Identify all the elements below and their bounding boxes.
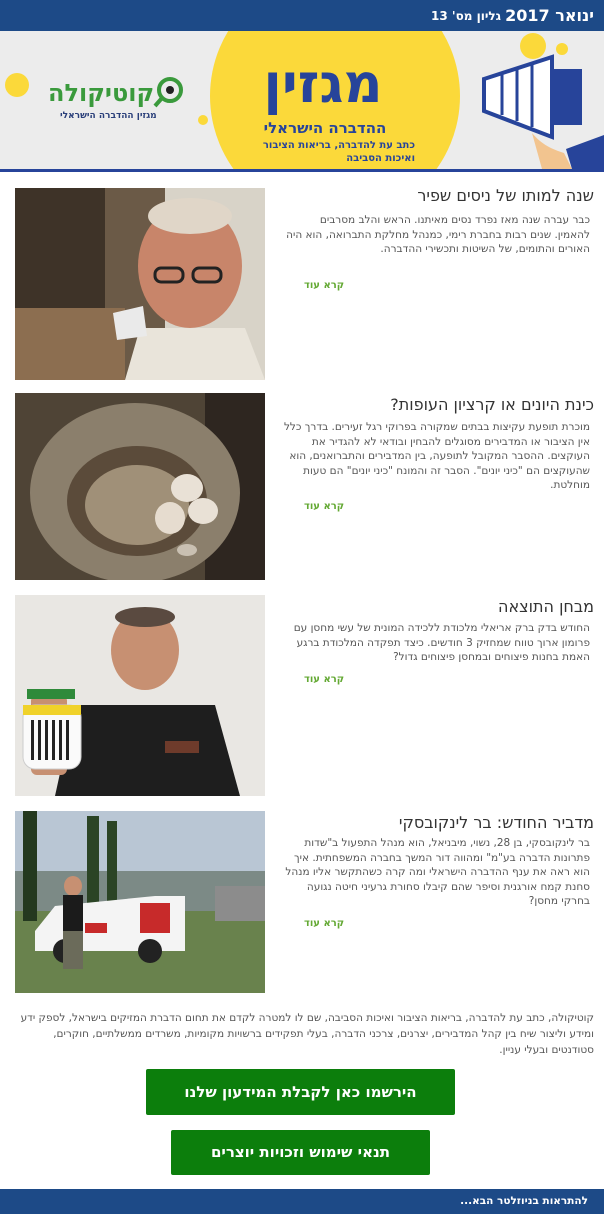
bottom-bar — [0, 1189, 604, 1214]
article-card — [0, 811, 604, 996]
subscribe-button[interactable]: הירשמו כאן לקבלת המידעון שלנו — [146, 1069, 455, 1115]
megaphone-icon — [472, 49, 604, 169]
bottom-bar-text: להתראות בניוזלטר הבא... — [460, 1195, 588, 1207]
magnifier-icon — [152, 75, 186, 109]
article-summary: החודש בדק ברק אריאלי מלכודת ללכידה המונית של עשי מחסן עם פרומון ארוך טווח שמחזיק 3 חודשים. כיצד תפקדה המלכודת ברגע האמת בחנות פיצוחים ובמחסן פיצוחים גדול? — [293, 622, 590, 663]
banner-divider — [0, 169, 604, 172]
decor-dot — [198, 115, 208, 125]
article-title[interactable]: כינת היונים או קרציון העופות? — [390, 395, 594, 414]
man-van-photo — [15, 811, 265, 993]
read-more-link[interactable]: קרא עוד — [304, 674, 345, 685]
logo-subtitle: מגזין ההדברה הישראלי — [60, 111, 157, 121]
man-trap-photo — [15, 595, 265, 796]
article-card — [0, 186, 604, 381]
article-title[interactable]: שנה למותו של ניסים שפיר — [417, 186, 594, 205]
article-summary: מוכרת תופעת עקיצות בבתים שמקורה בפרוקי רגל זעירים. בדרך כלל אין הציבור או המדבירים מסוגלים להבחין ובודאי לא להגדיר את העוקצים. ההסבר המקובל לתופעה, בין המדבירים והתברואנים, הוא שהעוקצים הם "כיני יונים". הסבר זה והמונח "כיני יונים" הם טעות מוחלטת. — [283, 421, 590, 491]
tagline-line-2: ואיכות הסביבה — [346, 153, 415, 164]
article-card — [0, 393, 604, 583]
magazine-title: מגזין — [263, 52, 383, 115]
nest-photo — [15, 393, 265, 580]
read-more-link[interactable]: קרא עוד — [304, 501, 345, 512]
top-bar — [0, 0, 604, 31]
article-photo[interactable] — [15, 188, 265, 380]
magazine-subtitle: ההדברה הישראלי — [263, 119, 387, 137]
magazine-tagline — [255, 139, 415, 165]
decor-dot — [5, 73, 29, 97]
tagline-line-1: כתב עת להדברה, בריאות הציבור — [262, 140, 415, 151]
issue-number: גליון מס' 13 — [431, 9, 501, 23]
article-card — [0, 595, 604, 797]
about-text: קוטיקולה, כתב עת להדברה, בריאות הציבור ואיכות הסביבה, שם לו למטרה לקדם את תחום הדברת המזיקים בישראל, לספק ידע ומידע וליצור שיח בין קהל המדבירים, יצרנים, צרכני הדברה, בעלי תפקידים ברשויות מקומיות, משרדים ממשלתיים, חוקרים, סטודנטים ובעלי עניין. — [20, 1012, 594, 1056]
issue-date: ינואר 2017 — [505, 6, 594, 25]
article-photo[interactable] — [15, 811, 265, 993]
portrait-photo — [15, 188, 265, 380]
terms-button[interactable]: תנאי שימוש וזכויות יוצרים — [171, 1130, 430, 1175]
article-title[interactable]: מדביר החודש: בר לינקובסקי — [398, 813, 594, 832]
article-summary: כבר עברה שנה מאז נפרד נסים מאיתנו. הראש והלב מסרבים להאמין. שנים רבות בחברת רימי, כמנהל מחלקת התברואה, הוא היה האורים והתומים, של השיטות ותכשירי ההדברה. — [286, 214, 590, 255]
article-title[interactable]: מבחן התוצאה — [498, 597, 594, 616]
article-summary: בר לינקובסקי, בן 28, נשוי, מיבניאל, הוא מנהל התפעול ב"שדות פתרונות הדברה בע"מ" ומהווה דור המשך בחברה המשפחתית. איך הוא ראה את ענף ההדברה הישראלי ומה קרה כשהתקשר אליו מנהל סחנת קמח אורגנית וסיפר שהם קיבלו סחורת גרעיני חיטה נגועה בחרקי מחסן? — [285, 837, 590, 907]
read-more-link[interactable]: קרא עוד — [304, 918, 345, 929]
kutikula-logo[interactable] — [48, 79, 193, 123]
magazine-banner — [0, 31, 604, 171]
read-more-link[interactable]: קרא עוד — [304, 280, 345, 291]
logo-text: קוטיקולה — [48, 79, 155, 107]
article-photo[interactable] — [15, 595, 265, 796]
article-photo[interactable] — [15, 393, 265, 580]
